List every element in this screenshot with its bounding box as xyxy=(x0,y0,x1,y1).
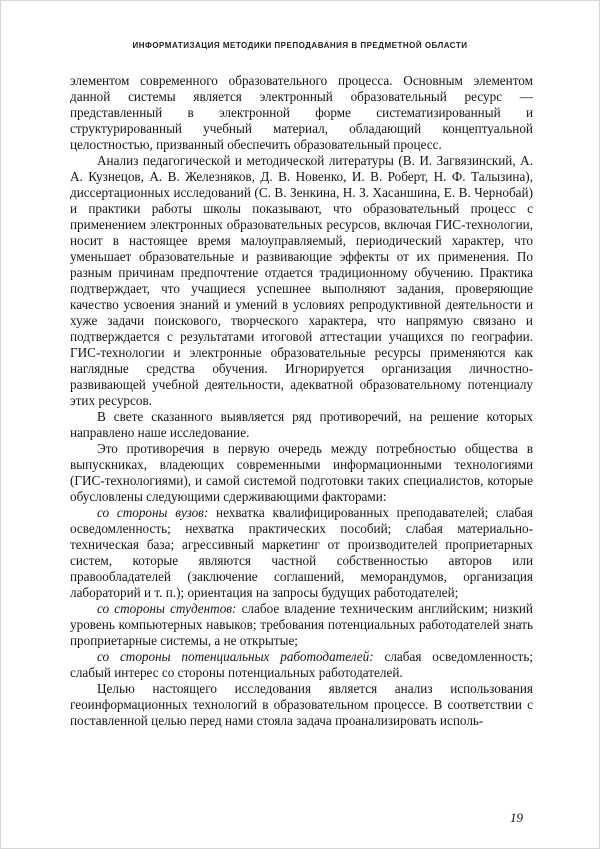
page-number: 19 xyxy=(510,810,523,825)
list-item-lead: со стороны вузов: xyxy=(97,505,209,520)
paragraph-text: Целью настоящего исследования является анализ использования геоинформационных технологий в образовательном процессе. В соответствии с поставленной целью перед нами стояла задача проанализировать исполь- xyxy=(70,681,533,728)
paragraph-text: Это противоречия в первую очередь между потребностью общества в выпускниках, владеющих современными информационными технологиями (ГИС-технологиями), и самой системой подготовки таких специалистов, которые обусловлены следующими сдерживающими факторами: xyxy=(70,441,533,504)
paragraph-text: слабое владение техническим английским; низкий уровень компьютерных навыков; требования потенциальных работодателей знать проприетарные системы, а не открытые; xyxy=(70,601,533,648)
paragraph-text: элементом современного образовательного процесса. Основным элементом данной системы является электронный образовательный ресурс — представленный в электронной форме систематизированный и структурированный учебный материал, обладающий концептуальной целостностью, призванный обеспечить образовательный процесс. xyxy=(70,73,533,152)
paragraph list-item xyxy=(70,505,533,601)
paragraph-text: нехватка квалифицированных преподавателей; слабая осведомленность; нехватка практических пособий; слабая материально-техническая база; агрессивный маркетинг от производителей проприетарных систем, которые являются частной собственностью авторов или правообладателей (заключение соглашений, меморандумов, организация лабораторий и т. п.); ориентация на запросы будущих работодателей; xyxy=(70,505,533,600)
paragraph xyxy=(70,73,533,153)
paragraph-text: Анализ педагогической и методической литературы (В. И. Загвязинский, А. А. Кузнецов, А. В. Железняков, Д. В. Новенко, И. В. Роберт, Н. Ф. Талызина), диссертационных исследований (С. В. Зенкина, Н. З. Хасаншина, Е. В. Чернобай) и практики работы школы показывают, что образовательный процесс с применением электронных образовательных ресурсов, включая ГИС-технологии, носит в настоящее время малоуправляемый, периодический характер, что уменьшает образовательные и развивающие эффекты от их применения. По разным причинам предпочтение отдается традиционному обучению. Практика подтверждает, что учащиеся успешнее выполняют задания, проверяющие качество усвоения знаний и умений в условиях репродуктивной деятельности и хуже задачи поискового, творческого характера, что напрямую связано и подтверждается с результатами итоговой аттестации учащихся по географии. ГИС-технологии и электронные образовательные ресурсы применяются как наглядные средства обучения. Игнорируется организация личностно-развивающей учебной деятельности, адекватной образовательному потенциалу этих ресурсов. xyxy=(70,153,533,408)
page-body xyxy=(70,73,533,729)
paragraph xyxy=(70,441,533,505)
paragraph xyxy=(70,681,533,729)
paragraph-text: В свете сказанного выявляется ряд противоречий, на решение которых направлено наше исследование. xyxy=(70,409,533,440)
paragraph list-item xyxy=(70,649,533,681)
paragraph list-item xyxy=(70,601,533,649)
running-header: ИНФОРМАТИЗАЦИЯ МЕТОДИКИ ПРЕПОДАВАНИЯ В ПРЕДМЕТНОЙ ОБЛАСТИ xyxy=(132,41,468,50)
list-item-lead: со стороны потенциальных работодателей: xyxy=(97,649,374,664)
list-item-lead: со стороны студентов: xyxy=(97,601,237,616)
paragraph xyxy=(70,409,533,441)
paragraph xyxy=(70,153,533,409)
paragraph-text: слабая осведомленность; слабый интерес со стороны потенциальных работодателей. xyxy=(70,649,533,680)
